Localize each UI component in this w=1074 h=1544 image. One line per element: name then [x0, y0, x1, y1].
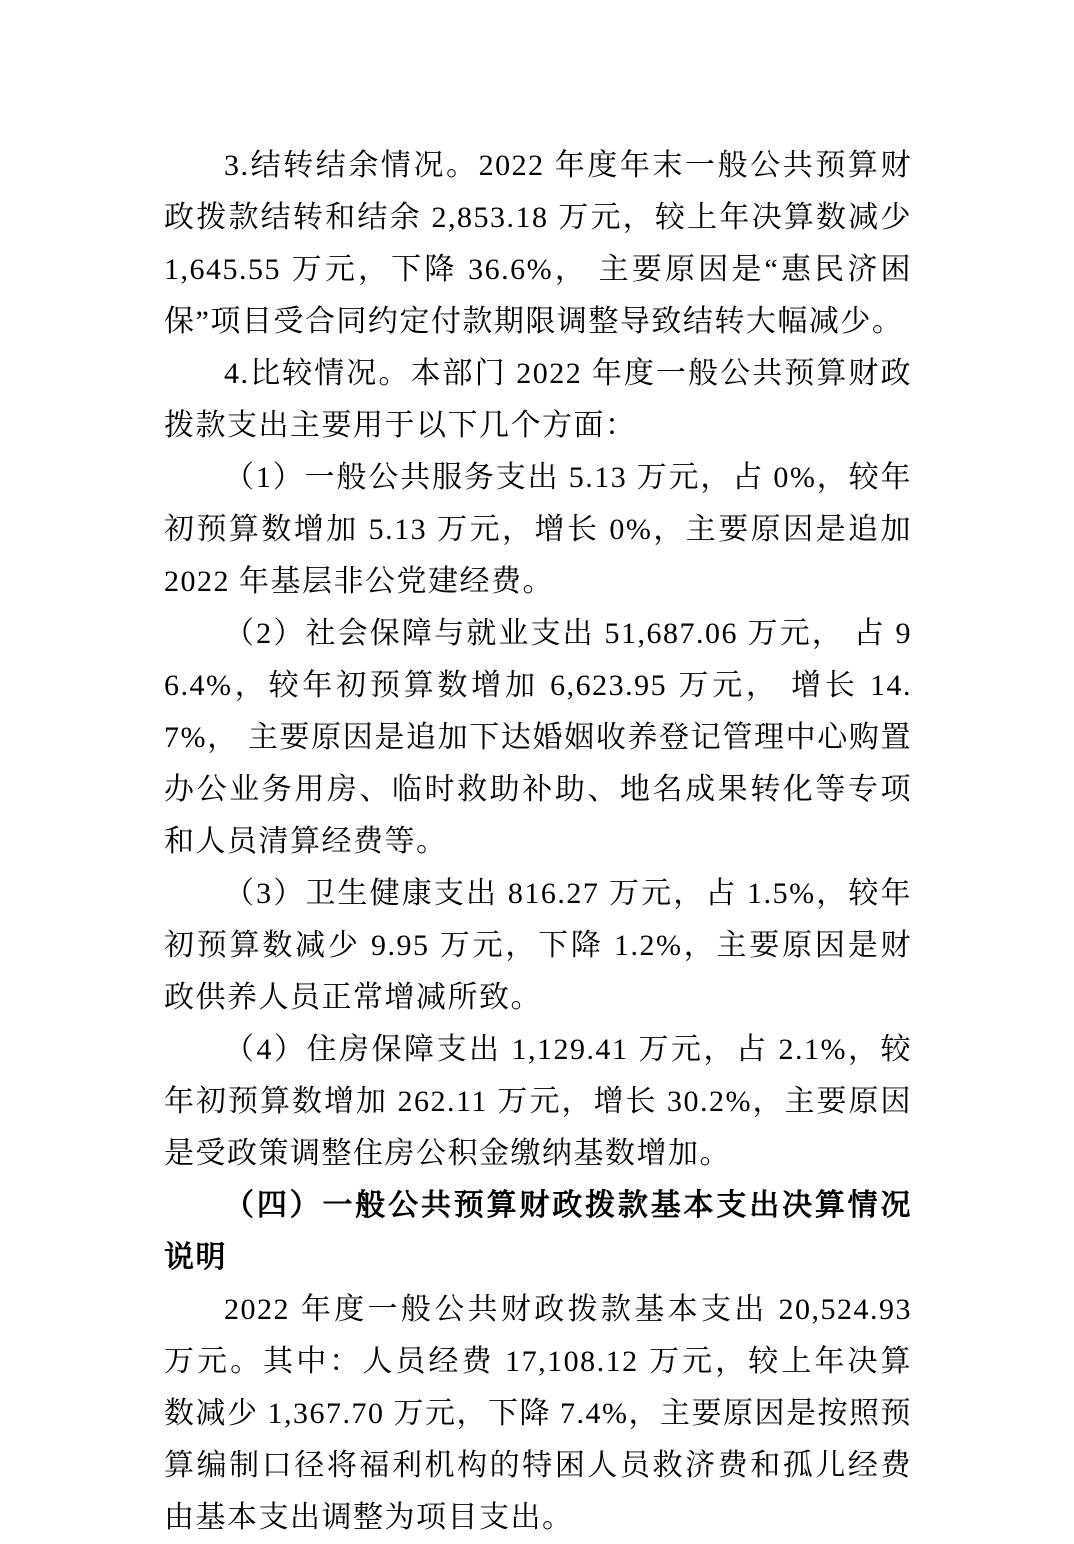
paragraph-basic-expenditure-detail: 2022 年度一般公共财政拨款基本支出 20,524.93 万元。其中：人员经费 17,108.12 万元，较上年决算数减少 1,367.70 万元，下降 7.4%，主要原因是按照预算编制口径将福利机构的特困人员救济费和孤儿经费由基本支出调整为项目支出。 — [164, 1293, 912, 1534]
heading-basic-expenditure-statement: （四）一般公共预算财政拨款基本支出决算情况说明 — [164, 1189, 912, 1274]
paragraph-item-1-general-public-services: （1）一般公共服务支出 5.13 万元，占 0%，较年初预算数增加 5.13 万元，增长 0%，主要原因是追加 2022 年基层非公党建经费。 — [164, 461, 912, 598]
paragraph-carryover-balance: 3.结转结余情况。2022 年度年末一般公共预算财政拨款结转和结余 2,853.18 万元，较上年决算数减少 1,645.55 万元，下降 36.6%， 主要原因是“惠民济困保”项目受合同约定付款期限调整导致结转大幅减少。 — [164, 149, 912, 338]
document-body — [164, 140, 912, 1544]
paragraph-item-4-housing-security: （4）住房保障支出 1,129.41 万元，占 2.1%，较年初预算数增加 262.11 万元，增长 30.2%，主要原因是受政策调整住房公积金缴纳基数增加。 — [164, 1033, 912, 1170]
paragraph-comparison-intro: 4.比较情况。本部门 2022 年度一般公共预算财政拨款支出主要用于以下几个方面： — [164, 357, 912, 442]
paragraph-item-2-social-security-employment: （2）社会保障与就业支出 51,687.06 万元， 占 96.4%，较年初预算数增加 6,623.95 万元， 增长 14.7%， 主要原因是追加下达婚姻收养登记管理中心购置办公业务用房、临时救助补助、地名成果转化等专项和人员清算经费等。 — [164, 617, 912, 858]
paragraph-item-3-health: （3）卫生健康支出 816.27 万元，占 1.5%，较年初预算数减少 9.95 万元，下降 1.2%，主要原因是财政供养人员正常增减所致。 — [164, 877, 912, 1014]
